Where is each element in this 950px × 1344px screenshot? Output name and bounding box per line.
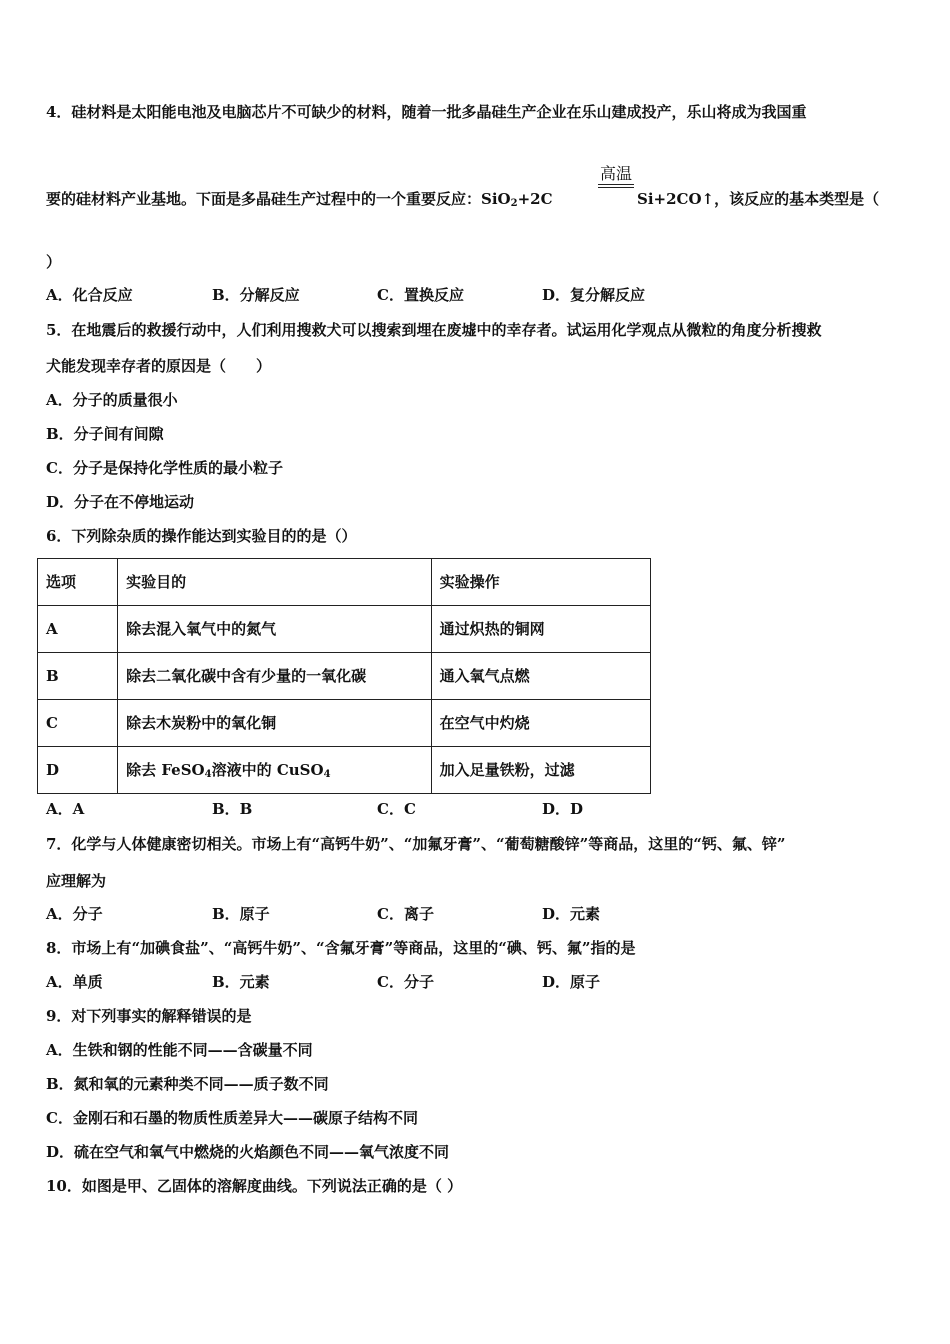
row-purpose: 除去混入氧气中的氮气 (118, 606, 432, 653)
q9-stem: 9．对下列事实的解释错误的是 (46, 1007, 252, 1025)
row-purpose (118, 747, 432, 794)
header-operation: 实验操作 (431, 559, 650, 606)
q6-option-b: B．B (212, 800, 253, 818)
row-option: D (38, 747, 118, 794)
q8-stem: 8．市场上有“加碘食盐”、“高钙牛奶”、“含氟牙膏”等商品，这里的“碘、钙、氟”指的是 (46, 939, 636, 957)
q9-option-d: D．硫在空气和氧气中燃烧的火焰颜色不同——氧气浓度不同 (46, 1143, 450, 1161)
q5-option-b: B．分子间有间隙 (46, 425, 164, 443)
q4-stem-line2 (46, 189, 553, 209)
feso4-subscript: 4 (204, 769, 212, 780)
q4-sio2-subscript: 2 (510, 198, 518, 209)
q7-options (46, 904, 906, 924)
q4-option-d: D．复分解反应 (542, 286, 646, 304)
q9-option-a: A．生铁和钢的性能不同——含碳量不同 (46, 1041, 313, 1059)
q6-option-c: C．C (377, 800, 416, 818)
row-operation: 通入氧气点燃 (431, 653, 650, 700)
q7-option-a: A．分子 (46, 905, 103, 923)
q6-option-a: A．A (46, 800, 85, 818)
table-header-row (38, 559, 651, 606)
header-option: 选项 (38, 559, 118, 606)
row-operation: 通过炽热的铜网 (431, 606, 650, 653)
reaction-condition (596, 164, 636, 188)
q8-option-b: B．元素 (212, 973, 270, 991)
row-purpose: 除去二氧化碳中含有少量的一氧化碳 (118, 653, 432, 700)
table-row (38, 747, 651, 794)
q6-stem: 6．下列除杂质的操作能达到实验目的的是（） (46, 527, 357, 545)
row-option: C (38, 700, 118, 747)
q8-option-d: D．原子 (542, 973, 601, 991)
row-option: B (38, 653, 118, 700)
q4-option-b: B．分解反应 (212, 286, 300, 304)
q10-stem: 10．如图是甲、乙固体的溶解度曲线。下列说法正确的是（ ） (46, 1177, 463, 1195)
table-row (38, 700, 651, 747)
q8-option-c: C．分子 (377, 973, 434, 991)
q4-line2-suffix: Si+2CO↑，该反应的基本类型是（ (637, 190, 880, 208)
q5-option-c: C．分子是保持化学性质的最小粒子 (46, 459, 283, 477)
q4-stem-line1: 4．硅材料是太阳能电池及电脑芯片不可缺少的材料，随着一批多晶硅生产企业在乐山建成投产，乐山将成为我国重 (46, 103, 807, 121)
q4-line2-mid: +2C (517, 190, 553, 208)
q4-options (46, 285, 906, 305)
q7-option-b: B．原子 (212, 905, 270, 923)
q4-line2-prefix: 要的硅材料产业基地。下面是多晶硅生产过程中的一个重要反应：SiO (46, 190, 511, 208)
q6-option-d: D．D (542, 800, 584, 818)
q7-option-c: C．离子 (377, 905, 434, 923)
q8-options (46, 972, 906, 992)
double-bar-sign (598, 184, 634, 188)
q7-stem-line2: 应理解为 (46, 872, 107, 890)
row-operation: 在空气中灼烧 (431, 700, 650, 747)
header-purpose: 实验目的 (118, 559, 432, 606)
q4-stem-line3: ） (46, 253, 62, 271)
q7-option-d: D．元素 (542, 905, 601, 923)
q7-stem-line1: 7．化学与人体健康密切相关。市场上有“高钙牛奶”、“加氟牙膏”、“葡萄糖酸锌”等商品，这里的“钙、氟、锌” (46, 835, 786, 853)
q4-option-c: C．置换反应 (377, 286, 464, 304)
cuso4-subscript: 4 (323, 769, 331, 780)
q9-option-b: B．氮和氧的元素种类不同——质子数不同 (46, 1075, 329, 1093)
table-row (38, 606, 651, 653)
purpose-part1: 除去 FeSO (126, 761, 205, 779)
q9-option-c: C．金刚石和石墨的物质性质差异大——碳原子结构不同 (46, 1109, 418, 1127)
purpose-part2: 溶液中的 CuSO (211, 761, 324, 779)
row-option: A (38, 606, 118, 653)
q8-option-a: A．单质 (46, 973, 103, 991)
q6-table (37, 558, 651, 794)
q5-stem-line1: 5．在地震后的救援行动中，人们利用搜救犬可以搜索到埋在废墟中的幸存者。试运用化学观点从微粒的角度分析搜救 (46, 321, 822, 339)
table-row (38, 653, 651, 700)
q6-options (46, 799, 906, 819)
q5-option-a: A．分子的质量很小 (46, 391, 178, 409)
row-purpose: 除去木炭粉中的氧化铜 (118, 700, 432, 747)
q4-option-a: A．化合反应 (46, 286, 133, 304)
q5-option-d: D．分子在不停地运动 (46, 493, 195, 511)
reaction-condition-text: 高温 (599, 164, 632, 183)
row-operation: 加入足量铁粉，过滤 (431, 747, 650, 794)
q5-stem-line2: 犬能发现幸存者的原因是（ ） (46, 357, 272, 375)
